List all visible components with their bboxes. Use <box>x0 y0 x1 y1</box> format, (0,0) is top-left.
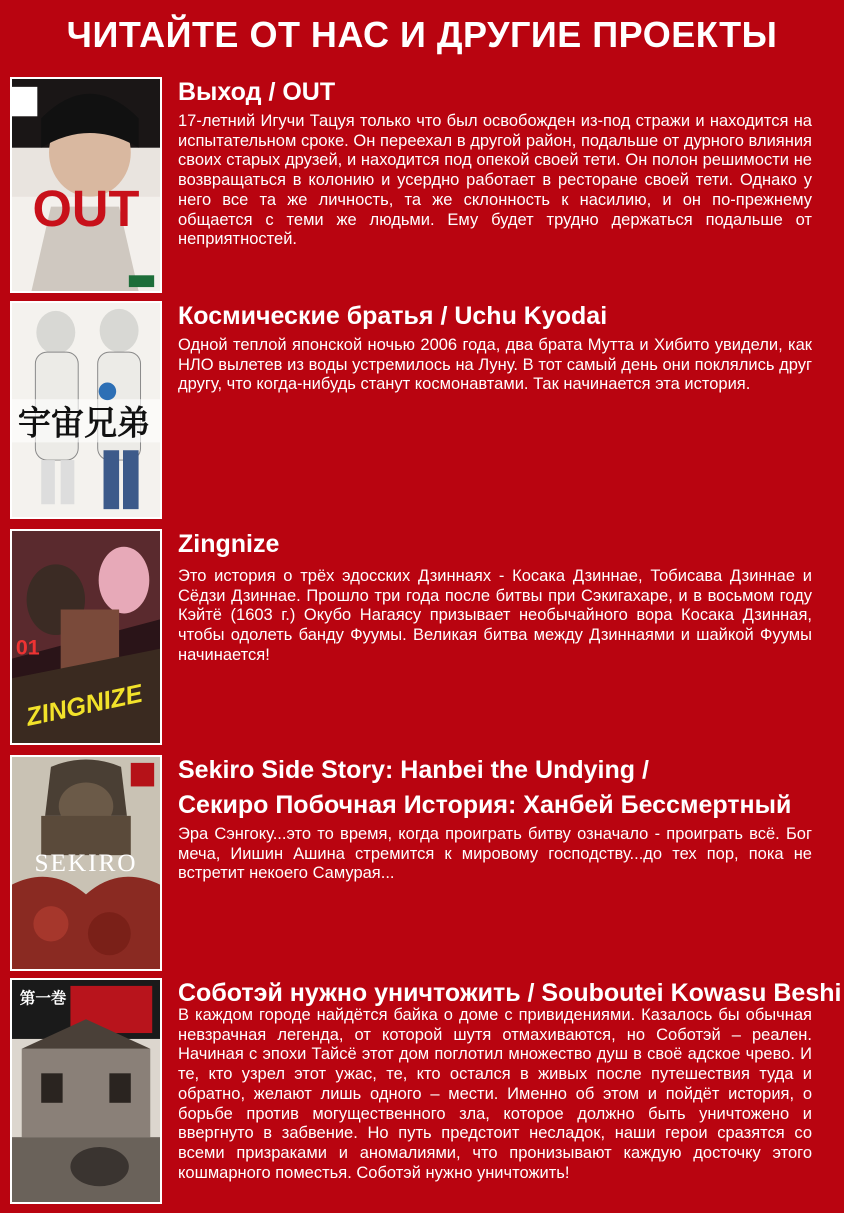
entry-souboutei-description: В каждом городе найдётся байка о доме с привидениями. Казалось бы обычная невзрачная легенда, от которой шутя отмахиваются, но Соботэй – реален. Начиная с эпохи Тайсё этот дом поглотил множество душ в своё адское чрево. И те, кто узрел этот ужас, те, кто остался в живых после путешествия туда и обратно, желают лишь одного – мести. Именно об этом и пойдёт история, о борьбе против могущественного зла, которое должно быть уничтожено и ввергнуто в забвение. Но путь предстоит несладок, наши герои сразятся со всеми призраками и аномалиями, что пронизывают каждую досточку этого кошмарного поместья. Соботэй нужно уничтожить! <box>178 1006 812 1182</box>
entry-out[interactable] <box>10 77 834 295</box>
entry-uchu-kyodai[interactable] <box>10 301 834 521</box>
cover-zingnize[interactable] <box>10 529 162 745</box>
entry-uchu-kyodai-description: Одной теплой японской ночью 2006 года, два брата Мутта и Хибито увидели, как НЛО вылетев из воды устремилось на Луну. В тот самый день они поклялись друг другу, что когда-нибудь станут космонавтами. Так начинается эта история. <box>178 336 812 394</box>
entry-zingnize[interactable] <box>10 529 834 745</box>
cover-zingnize-logo: ZINGNIZE <box>23 679 145 732</box>
entry-out-description: 17-летний Игучи Тацуя только что был освобожден из-под стражи и находится на испытательном сроке. Он переехал в другой район, подальше от дурного влияния своих старых друзей, и находится под опекой своей тети. Он полон решимости не возвращаться в колонию и усердно работает в ресторане своей тети. Однако у него все та же личность, та же склонность к насилию, и он по-прежнему общается с теми же людьми. Ему будет трудно держаться подальше от неприятностей. <box>178 112 812 249</box>
entry-zingnize-title[interactable]: Zingnize <box>178 530 280 558</box>
cover-uchu-kyodai[interactable] <box>10 301 162 519</box>
entry-souboutei-title[interactable]: Соботэй нужно уничтожить / Souboutei Kowasu Beshi <box>178 979 842 1007</box>
cover-sekiro-logo: SEKIRO <box>34 848 138 877</box>
entry-zingnize-description: Это история о трёх эдосских Дзиннаях - Косака Дзиннае, Тобисава Дзиннае и Сёдзи Дзиннае. Прошло три года после битвы при Сэкигахаре, и в восьмом году Кэйтё (1603 г.) Окубо Нагаясу призывает необычайного вора Косака Дзинная, чтобы одолеть банду Фуумы. Великая битва между Дзиннаями и шайкой Фуумы начинается! <box>178 567 812 664</box>
svg-text:01: 01 <box>15 635 40 660</box>
cover-sekiro[interactable] <box>10 755 162 971</box>
page-heading: ЧИТАЙТЕ ОТ НАС И ДРУГИЕ ПРОЕКТЫ <box>66 14 778 55</box>
cover-uchu-kyodai-logo: 宇宙兄弟 <box>17 403 151 443</box>
cover-out[interactable] <box>10 77 162 293</box>
entry-sekiro-title[interactable]: Sekiro Side Story: Hanbei the Undying / <box>178 756 649 784</box>
cover-souboutei-volume: 第一巻 <box>19 988 67 1008</box>
entry-sekiro[interactable] <box>10 755 834 973</box>
entry-uchu-kyodai-title[interactable]: Космические братья / Uchu Kyodai <box>178 302 608 330</box>
entry-souboutei[interactable] <box>10 978 842 1208</box>
cover-out-logo: OUT <box>32 180 140 238</box>
entry-sekiro-description: Эра Сэнгоку...это то время, когда проиграть битву означало - проиграть всё. Бог меча, Иишин Ашина стремится к мировому господству...до тех пор, пока не встретит некоего Самурая... <box>178 825 812 883</box>
entry-out-title[interactable]: Выход / OUT <box>178 78 336 106</box>
entry-sekiro-title-ru[interactable]: Секиро Побочная История: Ханбей Бессмертный <box>178 791 792 819</box>
cover-souboutei[interactable] <box>10 978 162 1204</box>
